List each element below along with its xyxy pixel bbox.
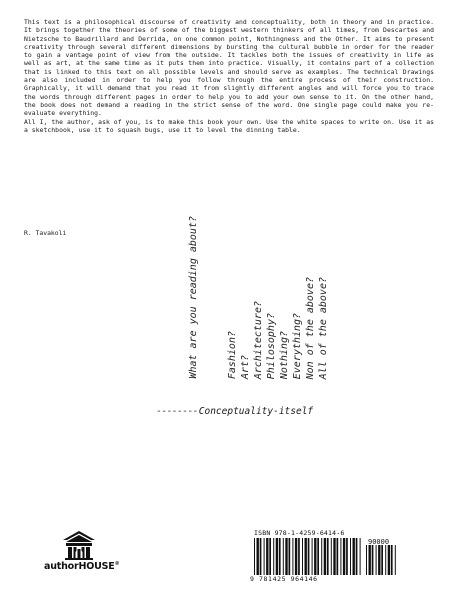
barcode-bar [324,538,326,575]
diagram-option-nothing: Nothing? [279,330,290,379]
author-signature: R. Tavakoli [24,229,67,237]
diagram-option-art: Art? [240,354,251,379]
barcode-bar [388,545,390,575]
barcode-bar [356,538,358,575]
barcode-bar [302,538,303,575]
barcode-bar [340,538,341,575]
barcode-bar [292,538,293,575]
barcode-bars [254,538,364,575]
barcode-digits: 9 781425 964146 [250,575,318,583]
barcode-bar [308,538,310,575]
barcode-bar [327,538,329,575]
barcode-bar [369,545,371,575]
barcode-bar [337,538,339,575]
barcode-bar [289,538,291,575]
barcode-bar [366,545,367,575]
diagram-question: What are you reading about? [188,216,199,379]
barcode-bar [385,545,386,575]
diagram-dashes: -------- [156,406,198,417]
barcode-bar [295,538,297,575]
diagram-option-architecture: Architecture? [253,300,264,379]
back-cover-blurb [24,18,434,134]
diagram-option-fashion: Fashion? [227,330,238,379]
diagram-option-philosophy: Philosophy? [266,312,277,379]
barcode-bar [395,545,396,575]
barcode-bar [264,538,265,575]
barcode-bar [314,538,316,575]
publisher-house-icon [62,530,96,560]
barcode-bar [333,538,335,575]
diagram-option-none: Non of the above? [305,276,316,379]
barcode-bar [391,545,393,575]
barcode-bar [305,538,307,575]
barcode-bar [279,538,281,575]
barcode-bar [378,545,380,575]
barcode-bar [257,538,259,575]
barcode-bar [266,538,268,575]
publisher-logo [44,530,120,573]
blurb-paragraph-2: All I, the author, ask of you, is to make this book your own. Use the white spaces to write on. Use it as a sketchbook, use it to squash bugs, use it to level the dinning table. [24,117,434,134]
barcode-bar [343,538,345,575]
barcode-bar [353,538,355,575]
isbn-barcode [250,529,400,584]
barcode-bar [269,538,271,575]
barcode-bar [254,538,255,575]
barcode-bar [360,538,361,575]
barcode-bar [372,545,374,575]
diagram-option-all: All of the above? [318,276,329,379]
diagram-conclusion: Conceptuality-itself [198,406,314,417]
publisher-name: authorHOUSE® [44,561,120,573]
barcode-bar [285,538,287,575]
barcode-bar [273,538,274,575]
diagram-option-everything: Everything? [292,312,303,379]
barcode-bar [298,538,300,575]
price-code: 90000 [368,538,390,546]
barcode-bar [317,538,319,575]
barcode-bar [283,538,284,575]
barcode-bar [350,538,351,575]
barcode-bar [321,538,322,575]
barcode-bar [312,538,313,575]
barcode-bar [346,538,348,575]
barcode-bar [331,538,332,575]
barcode-bar [260,538,262,575]
barcode-bar [376,545,377,575]
barcode-bar [381,545,383,575]
blurb-paragraph-1: This text is a philosophical discourse of creativity and conceptuality, both in theory and in practice. It brings together the theories of some of the biggest western thinkers of all times, from Descartes and Nietzsche to Baudrillard and Derrida, on one common point, Nothingness and the Other. It aims to present creativity through several different dimensions by bursting the cultural bubble in order for the reader to gain a vantage point of view from the outside. It tackles both the issues of creativity in life as well as art, at the same time as it puts them into practice. Visually, it contains part of a collection that is linked to this text on all possible levels and should serve as examples. The technical Drawings are also included in order to help you follow through the entire process of their construction. Graphically, it will demand that you read it from slightly different angles and will force you to trace the words through different pages in order to help you to add your own sense to it. On the other hand, the book does not demand a reading in the strict sense of the word. One single page could make you re-evaluate everything. [24,18,434,118]
isbn-label: ISBN 978-1-4259-6414-6 [254,529,345,537]
diagram-conclusion-row [156,406,313,417]
barcode-bar [276,538,278,575]
addon-barcode-bars [366,545,398,575]
